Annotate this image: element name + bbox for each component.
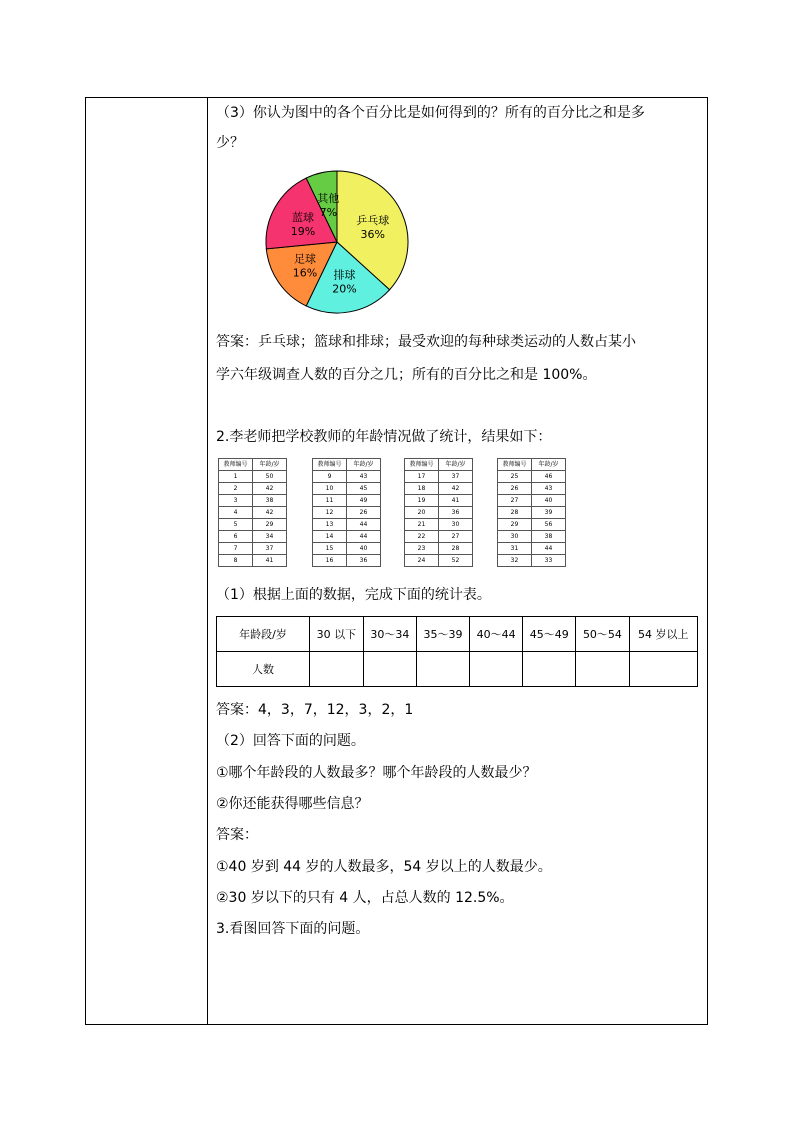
mini-header-cell: 教师编号 — [498, 459, 532, 471]
stat-header-cell: 45～49 — [523, 617, 576, 652]
table-row — [405, 555, 473, 567]
table-row — [405, 543, 473, 555]
table-cell: 32 — [498, 555, 532, 567]
table-cell: 24 — [405, 555, 439, 567]
question-2-intro: 2.李老师把学校教师的年龄情况做了统计，结果如下： — [216, 429, 552, 445]
table-row — [219, 495, 287, 507]
table-row — [405, 495, 473, 507]
table-cell: 29 — [253, 519, 287, 531]
table-cell: 21 — [405, 519, 439, 531]
stat-header-cell: 年龄段/岁 — [217, 617, 310, 652]
table-cell: 27 — [498, 495, 532, 507]
table-cell: 45 — [347, 483, 381, 495]
table-cell: 9 — [313, 471, 347, 483]
table-cell: 28 — [439, 543, 473, 555]
stat-count-row — [217, 652, 698, 687]
table-cell: 30 — [498, 531, 532, 543]
answer-b: ②30 岁以下的只有 4 人，占总人数的 12.5%。 — [216, 890, 514, 906]
stat-blank-cell — [523, 652, 576, 687]
table-row — [498, 519, 566, 531]
table-cell: 43 — [532, 483, 566, 495]
stat-header-row — [217, 617, 698, 652]
stat-blank-cell — [416, 652, 469, 687]
table-cell: 44 — [532, 543, 566, 555]
table-cell: 29 — [498, 519, 532, 531]
table-row — [219, 555, 287, 567]
pie-slice-percent: 16% — [292, 266, 318, 280]
column-divider — [207, 97, 208, 1025]
table-cell: 12 — [313, 507, 347, 519]
table-row — [405, 519, 473, 531]
pie-slice-label: 蓝球 — [291, 210, 314, 224]
table-cell: 50 — [253, 471, 287, 483]
stat-header-cell: 30～34 — [363, 617, 416, 652]
table-row — [313, 483, 381, 495]
table-cell: 8 — [219, 555, 253, 567]
stat-header-cell: 35～39 — [416, 617, 469, 652]
table-row — [219, 471, 287, 483]
table-cell: 25 — [498, 471, 532, 483]
pie-slice-percent: 36% — [360, 228, 385, 242]
table-cell: 30 — [439, 519, 473, 531]
mini-header-cell: 年龄/岁 — [347, 459, 381, 471]
stat-header-cell: 40～44 — [470, 617, 523, 652]
pie-slice-percent: 20% — [332, 282, 357, 296]
answer-a: ①40 岁到 44 岁的人数最多，54 岁以上的人数最少。 — [216, 859, 552, 875]
table-cell: 36 — [439, 507, 473, 519]
teacher-age-table-1 — [218, 458, 287, 567]
mini-header-row — [405, 459, 473, 471]
stat-header-cell: 30 以下 — [310, 617, 364, 652]
stat-header-cell: 50～54 — [576, 617, 629, 652]
table-row — [498, 495, 566, 507]
question-3-line1: （3）你认为图中的各个百分比是如何得到的？所有的百分比之和是多 — [216, 105, 645, 121]
table-cell: 7 — [219, 543, 253, 555]
table-row — [405, 471, 473, 483]
table-cell: 37 — [439, 471, 473, 483]
table-cell: 42 — [253, 483, 287, 495]
table-cell: 18 — [405, 483, 439, 495]
table-cell: 17 — [405, 471, 439, 483]
teacher-age-table-3 — [404, 458, 473, 567]
table-row — [498, 555, 566, 567]
table-cell: 52 — [439, 555, 473, 567]
pie-slice-percent: 19% — [290, 224, 316, 238]
table-row — [498, 483, 566, 495]
mini-header-row — [219, 459, 287, 471]
table-cell: 31 — [498, 543, 532, 555]
table-cell: 28 — [498, 507, 532, 519]
table-cell: 15 — [313, 543, 347, 555]
mini-header-cell: 年龄/岁 — [253, 459, 287, 471]
table-cell: 4 — [219, 507, 253, 519]
table-cell: 41 — [253, 555, 287, 567]
table-row — [313, 471, 381, 483]
table-cell: 44 — [347, 519, 381, 531]
table-cell: 27 — [439, 531, 473, 543]
stat-blank-cell — [470, 652, 523, 687]
table-row — [405, 507, 473, 519]
table-cell: 1 — [219, 471, 253, 483]
table-cell: 49 — [347, 495, 381, 507]
table-cell: 38 — [532, 531, 566, 543]
answer-counts: 答案：4，3，7，12，3，2，1 — [216, 702, 414, 718]
table-row — [313, 495, 381, 507]
stat-header-cell: 54 岁以上 — [629, 617, 697, 652]
table-row — [498, 531, 566, 543]
table-cell: 40 — [347, 543, 381, 555]
table-cell: 38 — [253, 495, 287, 507]
table-row — [313, 555, 381, 567]
mini-header-cell: 教师编号 — [219, 459, 253, 471]
table-row — [219, 519, 287, 531]
question-3-line2: 少？ — [216, 135, 244, 151]
table-cell: 16 — [313, 555, 347, 567]
table-row — [313, 519, 381, 531]
answer-label: 答案： — [216, 827, 258, 843]
sub-question-1: （1）根据上面的数据，完成下面的统计表。 — [216, 587, 491, 603]
table-cell: 14 — [313, 531, 347, 543]
table-cell: 26 — [347, 507, 381, 519]
mini-header-cell: 教师编号 — [313, 459, 347, 471]
sub-question-2: （2）回答下面的问题。 — [216, 733, 365, 749]
table-cell: 26 — [498, 483, 532, 495]
table-cell: 34 — [253, 531, 287, 543]
mini-header-row — [313, 459, 381, 471]
table-cell: 20 — [405, 507, 439, 519]
teacher-age-table-4 — [497, 458, 566, 567]
stat-row-label: 人数 — [217, 652, 310, 687]
table-cell: 19 — [405, 495, 439, 507]
table-cell: 36 — [347, 555, 381, 567]
pie-slice-label: 其他 — [317, 191, 340, 205]
table-cell: 42 — [439, 483, 473, 495]
table-cell: 33 — [532, 555, 566, 567]
table-row — [219, 543, 287, 555]
table-row — [219, 483, 287, 495]
table-cell: 39 — [532, 507, 566, 519]
mini-header-row — [498, 459, 566, 471]
table-cell: 22 — [405, 531, 439, 543]
pie-slice-label: 乒乓球 — [356, 214, 390, 228]
table-row — [405, 531, 473, 543]
table-cell: 46 — [532, 471, 566, 483]
table-cell: 40 — [532, 495, 566, 507]
table-row — [219, 507, 287, 519]
question-b: ②你还能获得哪些信息？ — [216, 796, 369, 812]
table-cell: 44 — [347, 531, 381, 543]
table-cell: 3 — [219, 495, 253, 507]
table-cell: 13 — [313, 519, 347, 531]
table-cell: 37 — [253, 543, 287, 555]
answer-1-line2: 学六年级调查人数的百分之几；所有的百分比之和是 100%。 — [216, 367, 597, 383]
table-row — [219, 531, 287, 543]
mini-header-cell: 年龄/岁 — [532, 459, 566, 471]
question-3-next: 3.看图回答下面的问题。 — [216, 921, 370, 937]
pie-slice-label: 足球 — [293, 252, 316, 266]
table-cell: 42 — [253, 507, 287, 519]
answer-1-line1: 答案：乒乓球；篮球和排球；最受欢迎的每种球类运动的人数占某小 — [216, 334, 636, 350]
table-cell: 6 — [219, 531, 253, 543]
table-row — [313, 507, 381, 519]
table-row — [313, 543, 381, 555]
table-row — [313, 531, 381, 543]
table-cell: 11 — [313, 495, 347, 507]
pie-chart — [262, 170, 412, 315]
stat-blank-cell — [629, 652, 697, 687]
table-row — [498, 507, 566, 519]
table-cell: 10 — [313, 483, 347, 495]
table-cell: 2 — [219, 483, 253, 495]
mini-header-cell: 教师编号 — [405, 459, 439, 471]
mini-header-cell: 年龄/岁 — [439, 459, 473, 471]
table-cell: 43 — [347, 471, 381, 483]
table-row — [498, 471, 566, 483]
stat-blank-cell — [576, 652, 629, 687]
question-a: ①哪个年龄段的人数最多？哪个年龄段的人数最少？ — [216, 765, 537, 781]
teacher-age-table-2 — [312, 458, 381, 567]
table-row — [498, 543, 566, 555]
table-cell: 56 — [532, 519, 566, 531]
table-cell: 41 — [439, 495, 473, 507]
table-row — [405, 483, 473, 495]
table-cell: 23 — [405, 543, 439, 555]
statistics-table — [216, 616, 698, 687]
stat-blank-cell — [363, 652, 416, 687]
pie-slice-percent: 7% — [319, 205, 338, 219]
table-cell: 5 — [219, 519, 253, 531]
pie-slice-label: 排球 — [333, 268, 356, 282]
stat-blank-cell — [310, 652, 364, 687]
